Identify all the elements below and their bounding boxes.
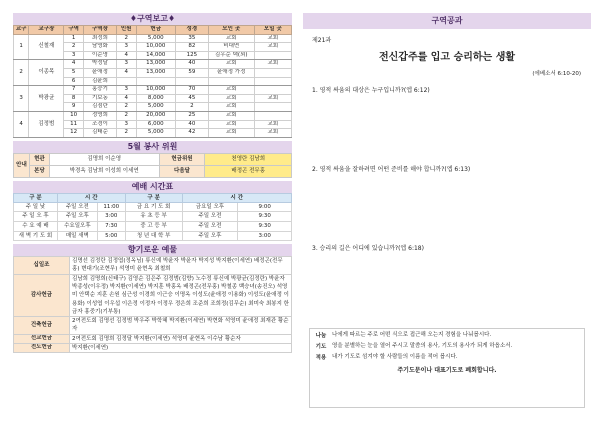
report-header-row: [14, 26, 292, 35]
report-cell: 교회: [208, 34, 254, 43]
report-header-cell: 구역: [64, 26, 84, 35]
guide-prayer-text: 영을 분별하는 눈을 열어 주시고 말씀의 용사, 기도의 용사가 되게 하옵소서.: [332, 343, 513, 349]
report-cell: 8,000: [136, 94, 175, 103]
offering-body: [14, 257, 292, 353]
report-cell: 14,000: [136, 51, 175, 60]
report-cell: 1: [14, 34, 29, 60]
report-cell: 6: [64, 77, 84, 86]
service-offering-label: 헌금위원: [159, 153, 205, 165]
report-cell: 4: [64, 60, 84, 69]
worship-cell: 5:00: [97, 231, 125, 241]
worship-cell: 금 요 기 도 회: [125, 202, 182, 212]
report-cell: 김우순 댁(외): [208, 51, 254, 60]
left-column: [13, 13, 292, 353]
report-cell: 김정범: [29, 111, 64, 137]
report-cell: 6,000: [136, 120, 175, 129]
worship-cell: 3:00: [238, 231, 292, 241]
report-table: [13, 25, 292, 138]
closing-prayer-note: 주기도문이나 대표기도로 폐회합니다.: [397, 367, 497, 374]
report-cell: 8: [64, 94, 84, 103]
worship-cell: 주 일 오 후: [14, 212, 58, 222]
report-cell: [136, 77, 175, 86]
report-cell: 홍승기: [84, 86, 117, 95]
report-cell: 13,000: [136, 68, 175, 77]
report-cell: 59: [175, 68, 208, 77]
report-cell: 교회: [254, 34, 291, 43]
report-cell: 2: [14, 60, 29, 86]
report-cell: 5,000: [136, 129, 175, 138]
report-cell: 7: [64, 86, 84, 95]
worship-cell: 9:00: [238, 202, 292, 212]
report-cell: 교회: [254, 94, 291, 103]
worship-cell: 7:30: [97, 221, 125, 231]
guide-prayer-label: 기도: [315, 344, 327, 350]
report-cell: 5,000: [136, 34, 175, 43]
guide-sharing-label: 나눔: [315, 333, 327, 339]
report-cell: [254, 111, 291, 120]
offering-title: 향기로운 예물: [13, 244, 292, 256]
report-cell: [254, 51, 291, 60]
report-header-cell: 헌금: [136, 26, 175, 35]
report-cell: 교회: [254, 120, 291, 129]
worship-cell: 주일 오전: [182, 212, 238, 222]
worship-row: [14, 221, 292, 231]
report-cell: 3: [14, 86, 29, 112]
service-offering-names: 천영란 김남희: [205, 153, 292, 165]
report-cell: 42: [175, 129, 208, 138]
service-entrance-label: 현관: [29, 153, 49, 165]
report-cell: 남영화: [84, 43, 117, 52]
report-cell: 비대면: [208, 43, 254, 52]
report-cell: 45: [175, 94, 208, 103]
report-cell: 윤애정: [84, 68, 117, 77]
report-cell: [254, 103, 291, 112]
report-cell: 12: [64, 129, 84, 138]
worship-cell: 수요일오후: [57, 221, 97, 231]
report-cell: 교회: [254, 43, 291, 52]
report-cell: 40: [175, 60, 208, 69]
guide-sharing: [310, 331, 584, 340]
offering-row: [14, 344, 292, 353]
report-cell: 13,000: [136, 60, 175, 69]
report-cell: 교회: [254, 129, 291, 138]
worship-cell: 9:30: [238, 212, 292, 222]
offering-names: 2여전도회 김명희 김정달 박지환(이세연) 석영미 윤현옥 이수남 황순자: [70, 334, 292, 343]
offering-row: [14, 334, 292, 343]
worship-row: [14, 202, 292, 212]
service-row-1: [14, 153, 292, 165]
report-cell: [254, 77, 291, 86]
report-cell: 윤애정 가정: [208, 68, 254, 77]
worship-cell: 매일 새벽: [57, 231, 97, 241]
guide-application-label: 적용: [315, 355, 327, 361]
report-header-cell: 구역장: [84, 26, 117, 35]
service-row-2: [14, 165, 292, 177]
scripture-reference: (에베소서 6:10-20): [532, 71, 581, 77]
guide-application: [310, 353, 584, 362]
worship-cell: 주일 오전: [182, 221, 238, 231]
report-cell: [175, 77, 208, 86]
report-cell: 교회: [208, 103, 254, 112]
guide-sharing-text: 나에게 따르는 주로 어떤 식으로 접근해 오는지 경험을 나눠봅시다.: [332, 332, 492, 338]
offering-category: 십일조: [14, 257, 70, 275]
report-header-cell: 모인 곳: [208, 26, 254, 35]
report-cell: 4: [116, 94, 136, 103]
lesson-title: 구역공과: [303, 13, 591, 29]
worship-cell: 금요일 오후: [182, 202, 238, 212]
report-cell: 2: [116, 111, 136, 120]
report-row: [14, 34, 292, 43]
worship-cell: 주 일 낮: [14, 202, 58, 212]
offering-category: 감사헌금: [14, 274, 70, 316]
offering-row: [14, 257, 292, 275]
report-body: [14, 34, 292, 137]
worship-header-row: [14, 193, 292, 202]
report-row: [14, 86, 292, 95]
worship-cell: 주일 오전: [57, 202, 97, 212]
report-row: [14, 60, 292, 69]
report-cell: 5,000: [136, 103, 175, 112]
report-cell: 2: [175, 103, 208, 112]
report-header-cell: 교구: [14, 26, 29, 35]
report-cell: 교회: [208, 94, 254, 103]
report-cell: 3: [116, 43, 136, 52]
report-cell: 2: [64, 43, 84, 52]
service-next-month-label: 다음달: [159, 165, 205, 177]
report-cell: 교회: [254, 60, 291, 69]
report-cell: 5: [64, 68, 84, 77]
service-sanctuary-label: 본당: [29, 165, 49, 177]
report-row: [14, 111, 292, 120]
report-cell: 2: [116, 34, 136, 43]
worship-cell: 9:30: [238, 221, 292, 231]
service-sanctuary-names: 박경옥 김남희 이성희 이세연: [49, 165, 159, 177]
report-cell: 3: [64, 51, 84, 60]
report-cell: 9: [64, 103, 84, 112]
report-cell: 2: [116, 103, 136, 112]
offering-category: 전도헌금: [14, 344, 70, 353]
question-2: 2. 영적 싸움을 잘하려면 어떤 준비를 해야 합니까?(엡 6:13): [312, 166, 471, 173]
worship-cell: 11:00: [97, 202, 125, 212]
report-header-cell: 모일 곳: [254, 26, 291, 35]
report-cell: 10: [64, 111, 84, 120]
lesson-guide-box: [309, 328, 585, 408]
report-cell: [254, 68, 291, 77]
report-cell: 70: [175, 86, 208, 95]
report-cell: 11: [64, 120, 84, 129]
report-cell: 25: [175, 111, 208, 120]
report-cell: 교회: [208, 129, 254, 138]
report-cell: 20,000: [136, 111, 175, 120]
offering-row: [14, 317, 292, 335]
worship-cell: 3:00: [97, 212, 125, 222]
report-cell: 이종목: [29, 60, 64, 86]
report-cell: 교회: [208, 120, 254, 129]
report-cell: 박정달: [84, 60, 117, 69]
worship-cell: 중 고 등 부: [125, 221, 182, 231]
report-title: ♦구역보고♦: [13, 13, 292, 25]
report-cell: 40: [175, 120, 208, 129]
report-header-cell: 인원: [116, 26, 136, 35]
service-table: [13, 153, 292, 178]
worship-cell: 주일 오후: [182, 231, 238, 241]
report-cell: 교회: [208, 111, 254, 120]
worship-header-time-2: 시 간: [182, 193, 291, 202]
worship-cell: 수 요 예 배: [14, 221, 58, 231]
report-cell: 4: [116, 68, 136, 77]
right-column: [303, 13, 591, 417]
offering-names: 2여전도회 김명선 김정범 박우주 박학혜 박지환(이세연) 박현화 석영미 윤애정 최재관 황순자: [70, 317, 292, 335]
report-cell: 최정희: [84, 34, 117, 43]
service-next-month-names: 배정곤 전무홍: [205, 165, 292, 177]
offering-names: 박지환(이세연): [70, 344, 292, 353]
report-cell: 4: [116, 51, 136, 60]
service-entrance-names: 김명희 이순영: [49, 153, 159, 165]
report-cell: [208, 77, 254, 86]
guide-prayer: [310, 342, 584, 351]
report-cell: 10,000: [136, 43, 175, 52]
report-cell: 김점란: [84, 103, 117, 112]
question-3: 3. 승리의 길은 어디에 있습니까?(엡 6:18): [312, 245, 424, 252]
worship-header-time-1: 시 간: [57, 193, 125, 202]
report-cell: 기보동: [84, 94, 117, 103]
report-cell: 2: [116, 129, 136, 138]
worship-table: [13, 193, 292, 241]
report-cell: 박광균: [29, 86, 64, 112]
report-cell: 이순영: [84, 51, 117, 60]
report-cell: 3: [116, 60, 136, 69]
report-cell: [254, 86, 291, 95]
offering-category: 선교헌금: [14, 334, 70, 343]
worship-cell: 주일 오후: [57, 212, 97, 222]
lesson-week: 제21과: [312, 37, 332, 44]
worship-row: [14, 212, 292, 222]
guide-application-text: 내가 기도로 섬겨야 할 사람들의 이름을 적어 봅시다.: [332, 354, 458, 360]
offering-names: 김명선 김정란 김정엽(정옥님) 류신예 박윤자 박윤자 박지성 박지환(이세연) 배정곤(전무홍) 변대기(조현무) 석영미 윤현옥 최철희: [70, 257, 292, 275]
worship-cell: 청 년 대 학 부: [125, 231, 182, 241]
report-cell: [116, 77, 136, 86]
service-guide-label: 안내: [14, 153, 30, 177]
report-cell: 10,000: [136, 86, 175, 95]
worship-body: [14, 202, 292, 240]
report-cell: 82: [175, 43, 208, 52]
report-cell: 4: [14, 111, 29, 137]
report-cell: 3: [116, 86, 136, 95]
offering-names: 김남희 김명희(신태구) 김영순 김은주 김정범(김향) 노수정 류신예 박광균(김정란) 박윤자 박종성(이우정) 박지환(이세연) 박지훈 박홍옥 배정곤(전무홍) 박철종 백승녀(송진오) 석영미 안택순 지훈 손원 심근성 이경희 이근승 이명옥 이성도(윤애정 이용화) 이성도(윤애정 이용화) 이성엽 이우섭 이은정 이정자 이정우 정은희 조준희 조희정(김무순) 최미숙 최봉지 한금자 홍중기(기부통): [70, 274, 292, 316]
report-header-cell: 성경: [175, 26, 208, 35]
report-cell: 3: [116, 120, 136, 129]
worship-cell: 유 초 등 부: [125, 212, 182, 222]
offering-category: 건축헌금: [14, 317, 70, 335]
worship-header-category-1: 구 분: [14, 193, 58, 202]
worship-row: [14, 231, 292, 241]
report-cell: 정영희: [84, 111, 117, 120]
report-header-cell: 교구장: [29, 26, 64, 35]
worship-title: 예배 시간표: [13, 181, 292, 193]
report-cell: 교회: [208, 60, 254, 69]
offering-table: [13, 256, 292, 353]
report-cell: 1: [64, 34, 84, 43]
offering-row: [14, 274, 292, 316]
report-cell: 신철재: [29, 34, 64, 60]
report-cell: 35: [175, 34, 208, 43]
report-cell: 김윤희: [84, 77, 117, 86]
question-1: 1. 영적 싸움의 대상은 누구입니까?(엡 6:12): [312, 87, 430, 94]
service-title: 5월 봉사 위원: [13, 141, 292, 153]
report-cell: 조경이: [84, 120, 117, 129]
report-cell: 교회: [208, 86, 254, 95]
report-cell: 김태순: [84, 129, 117, 138]
sermon-title: 전신갑주를 입고 승리하는 생활: [378, 52, 516, 63]
worship-header-category-2: 구 분: [125, 193, 182, 202]
report-cell: 125: [175, 51, 208, 60]
worship-cell: 새 벽 기 도 회: [14, 231, 58, 241]
